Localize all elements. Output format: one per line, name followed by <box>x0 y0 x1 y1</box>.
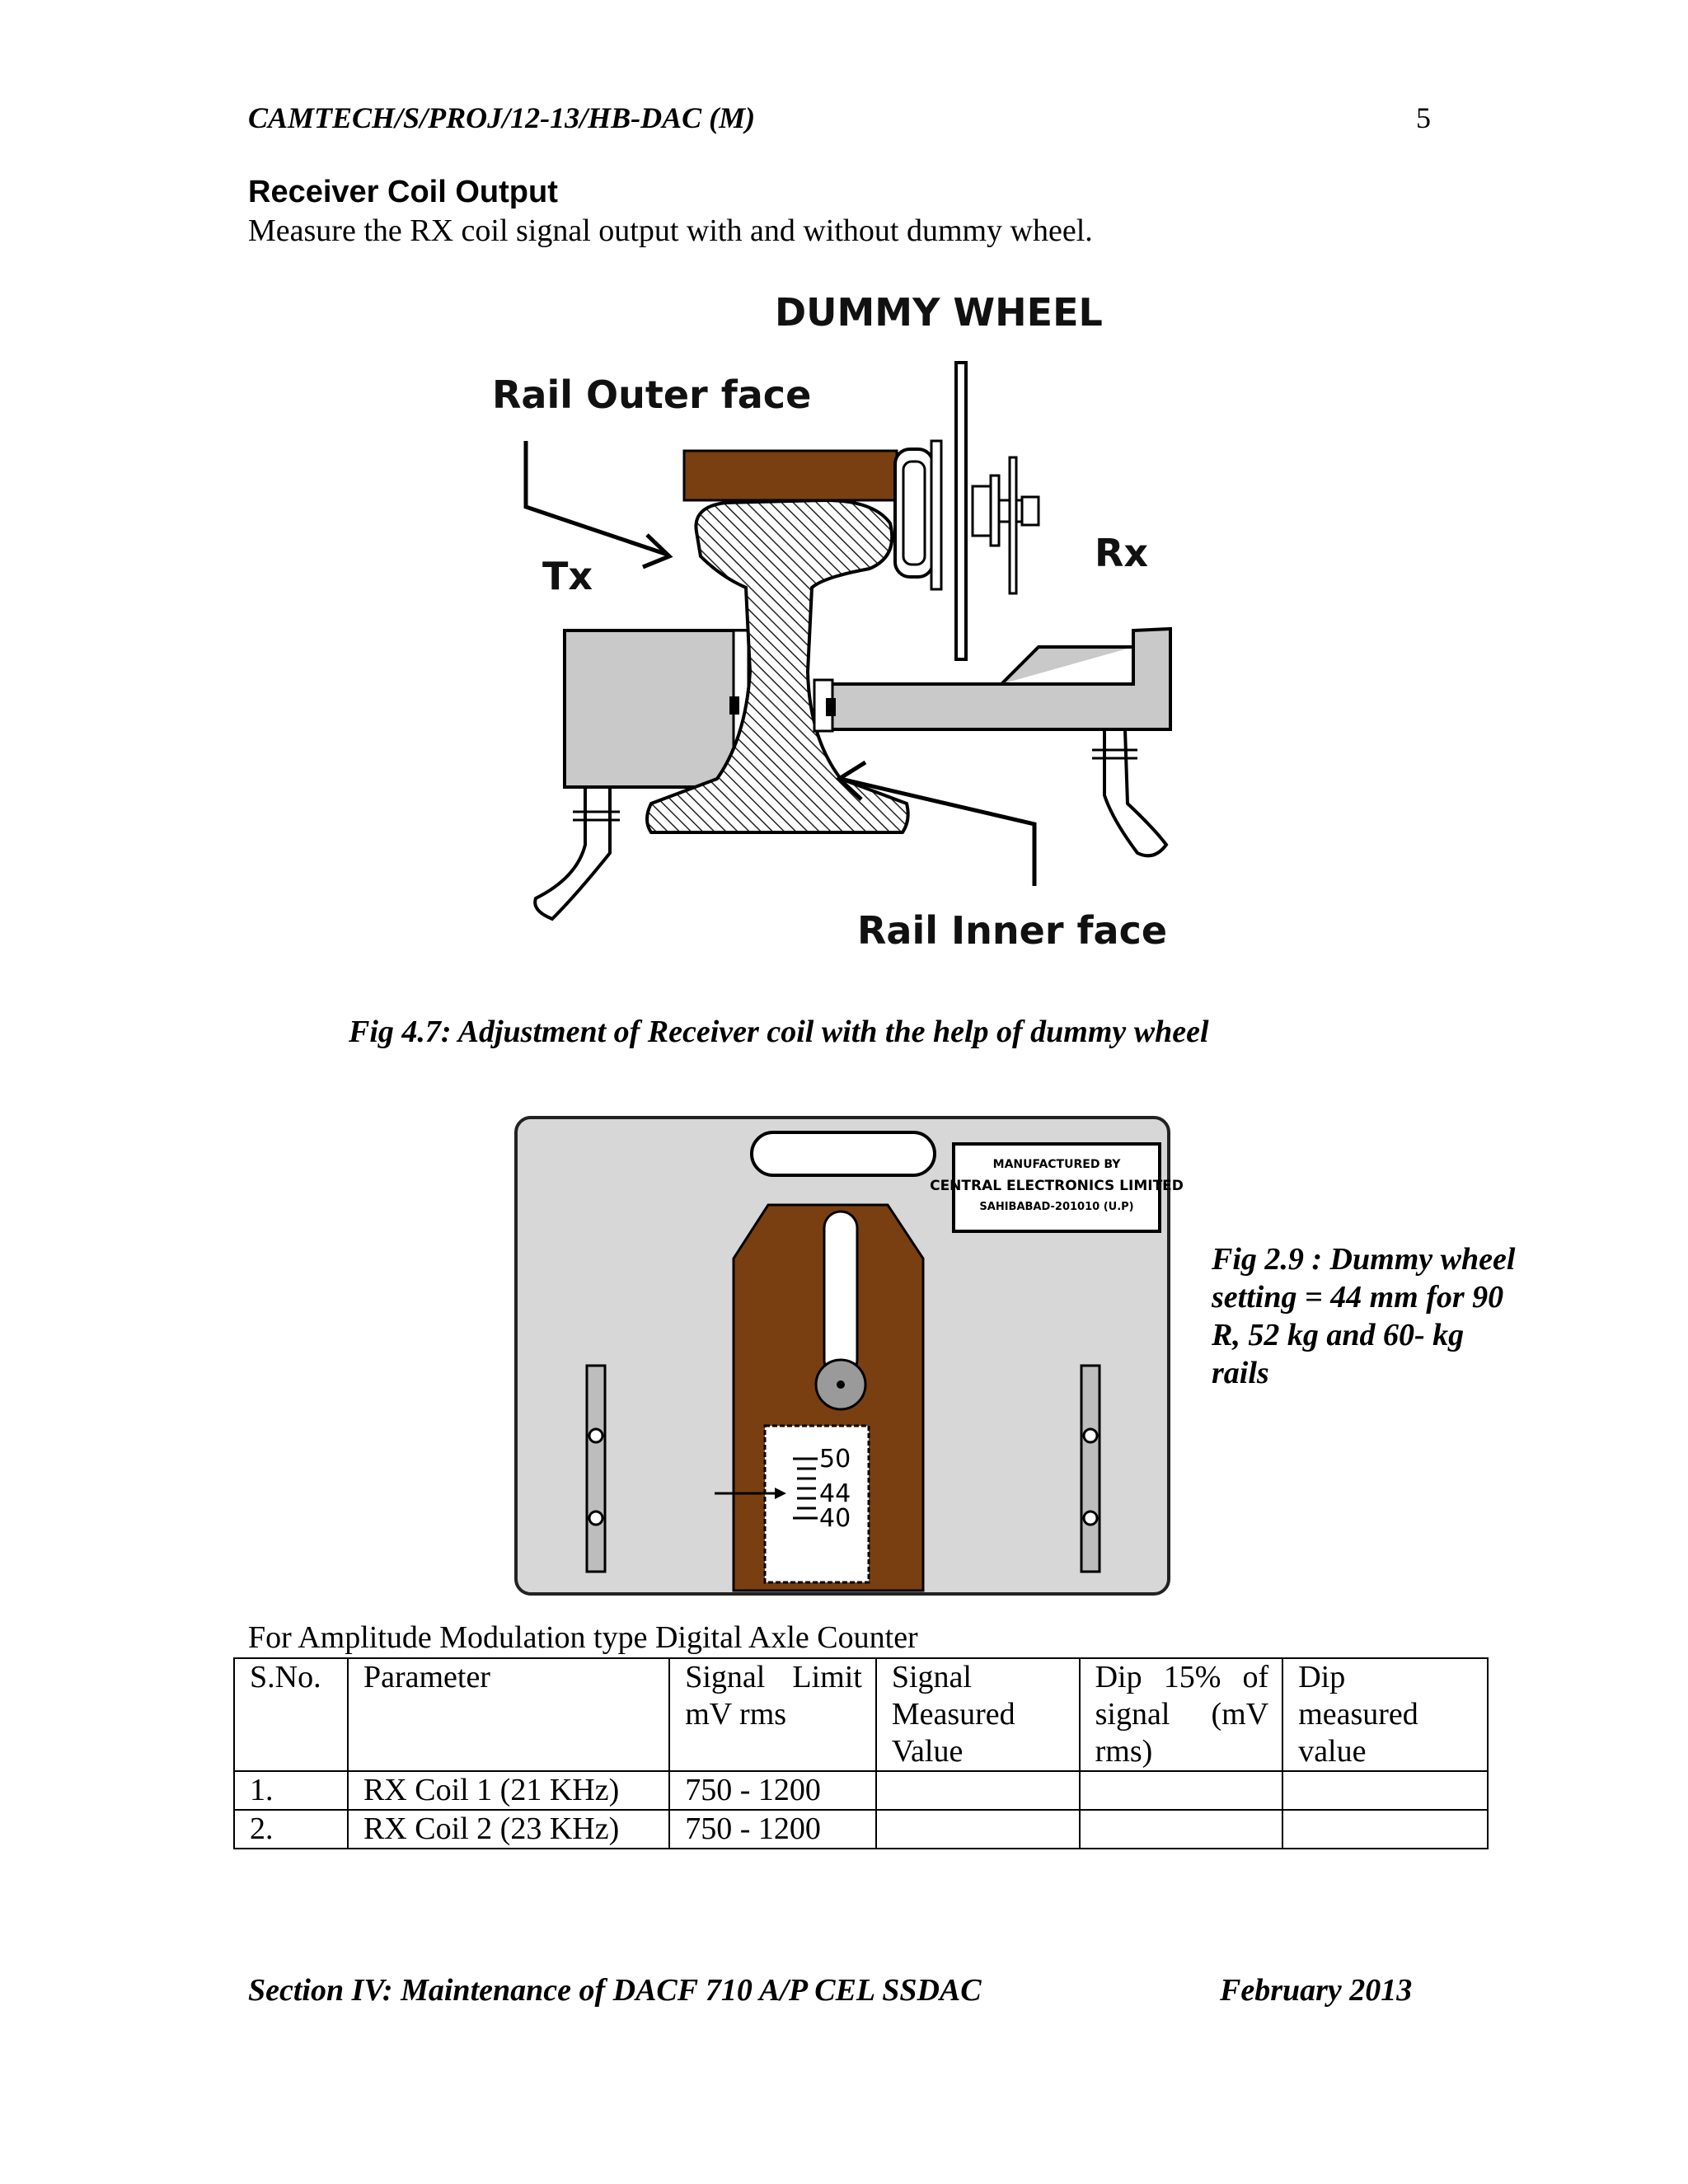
signal-table <box>233 1657 1489 1849</box>
header-parameter: Parameter <box>348 1658 669 1771</box>
figure-4-7-caption: Fig 4.7: Adjustment of Receiver coil with the help of dummy wheel <box>349 1015 1209 1049</box>
caption-line: R, 52 kg and 60- kg <box>1212 1318 1465 1352</box>
table-header-row <box>234 1658 1488 1771</box>
left-rail-strip <box>587 1366 605 1572</box>
cell-measured <box>876 1771 1080 1810</box>
cell-sno: 2. <box>234 1810 348 1849</box>
dummy-wheel-setting-diagram <box>513 1114 1184 1597</box>
caption-line: setting = 44 mm for 90 <box>1212 1280 1504 1315</box>
cell-dip-measured <box>1282 1810 1488 1849</box>
header-dip: Dip 15% of signal (mV rms) <box>1080 1658 1283 1771</box>
scale-44: 44 <box>819 1479 851 1508</box>
caption-line: rails <box>1212 1356 1269 1390</box>
label-rail-inner-face: Rail Inner face <box>857 908 1168 953</box>
cell-parameter: RX Coil 2 (23 KHz) <box>348 1810 669 1849</box>
cell-sno: 1. <box>234 1771 348 1810</box>
plate-text-2: CENTRAL ELECTRONICS LIMITED <box>930 1178 1184 1194</box>
plate-text-1: MANUFACTURED BY <box>992 1158 1121 1171</box>
section-heading: Receiver Coil Output <box>248 175 558 209</box>
tx-coil-housing <box>565 630 746 787</box>
scale-50: 50 <box>819 1445 851 1474</box>
cell-limit: 750 - 1200 <box>669 1810 876 1849</box>
header-signal-limit: Signal Limit mV rms <box>669 1658 876 1771</box>
header-sno: S.No. <box>234 1658 348 1771</box>
label-rail-outer-face: Rail Outer face <box>492 373 812 417</box>
dummy-wheel-diagram <box>492 284 1187 968</box>
cell-dip <box>1080 1771 1283 1810</box>
top-slot <box>752 1132 935 1175</box>
header-dip-measured: Dip measured value <box>1282 1658 1488 1771</box>
header-signal-measured: Signal Measured Value <box>876 1658 1080 1771</box>
cell-limit: 750 - 1200 <box>669 1771 876 1810</box>
cell-measured <box>876 1810 1080 1849</box>
scale-panel <box>765 1426 869 1582</box>
table-row <box>234 1771 1488 1810</box>
table-caption: For Amplitude Modulation type Digital Axle Counter <box>248 1620 918 1655</box>
tx-clamp <box>535 787 610 919</box>
rx-clamp <box>1104 729 1166 855</box>
document-id: CAMTECH/S/PROJ/12-13/HB-DAC (M) <box>248 101 756 134</box>
rx-coil-housing <box>816 629 1170 729</box>
scale-40: 40 <box>819 1504 851 1533</box>
page-number: 5 <box>1416 101 1431 134</box>
footer-section-title: Section IV: Maintenance of DACF 710 A/P CEL SSDAC <box>248 1973 982 2008</box>
label-rx: Rx <box>1095 531 1149 575</box>
caption-line: Fig 2.9 : Dummy wheel <box>1212 1242 1516 1277</box>
label-tx: Tx <box>542 554 593 598</box>
right-rail-strip <box>1081 1366 1100 1572</box>
figure-2-9-caption <box>1212 1240 1566 1392</box>
table-row <box>234 1810 1488 1849</box>
intro-text: Measure the RX coil signal output with and without dummy wheel. <box>248 213 1093 248</box>
footer-date: February 2013 <box>1220 1973 1413 2008</box>
outer-face-arrow <box>526 441 668 555</box>
plate-text-3: SAHIBABAD-201010 (U.P) <box>979 1201 1134 1213</box>
cell-parameter: RX Coil 1 (21 KHz) <box>348 1771 669 1810</box>
label-dummy-wheel: DUMMY WHEEL <box>775 290 1103 335</box>
dummy-wheel-bar <box>684 451 897 500</box>
cell-dip <box>1080 1810 1283 1849</box>
cell-dip-measured <box>1282 1771 1488 1810</box>
bracket-slot <box>824 1212 857 1376</box>
